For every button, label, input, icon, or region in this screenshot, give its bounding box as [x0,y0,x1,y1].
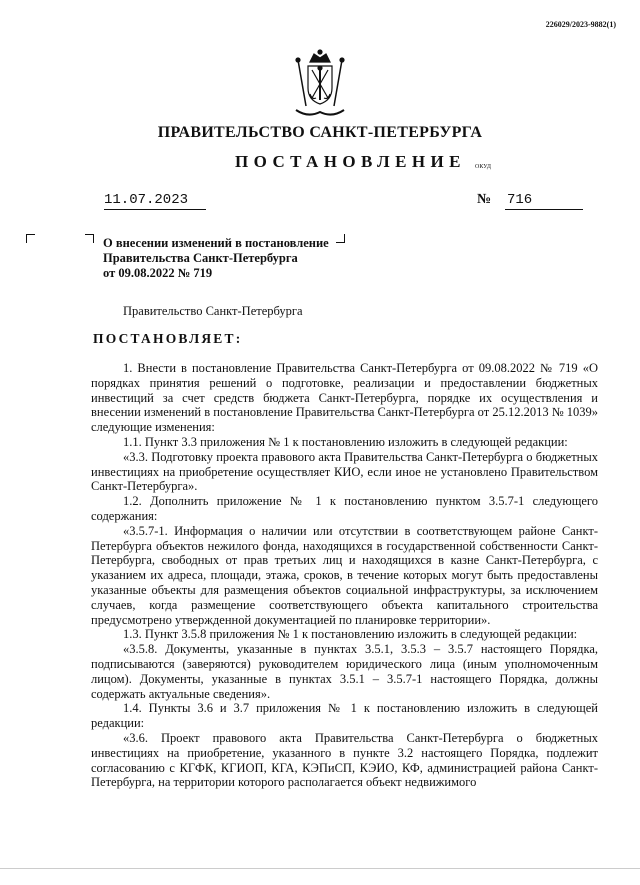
bracket-corner-left [26,234,35,243]
paragraph-1-2: 1.2. Дополнить приложение № 1 к постановлению пунктом 3.5.7-1 следующего содержания: [91,494,598,523]
subject-line-2: Правительства Санкт-Петербурга [103,251,298,265]
coat-of-arms-emblem [288,48,352,122]
page-bottom-divider [0,868,640,869]
paragraph-3-5-7-1-quote: «3.5.7-1. Информация о наличии или отсутствии в соответствующем районе Санкт-Петербурга объектов нежилого фонда, находящихся в государственной собственности Санкт-Петербурга, свободных от прав третьих лиц и находящихся в казне Санкт-Петербурга, с указанием их адреса, площади, этажа, сроков, в течение которых могут быть предоставлены указанные объекты для размещения объектов социальной инфраструктуры, за исключением случаев, когда размещение соответствующего объекта капитального строительства предусмотрено утвержденной документацией по планировке территории». [91,523,598,627]
okud-label: ОКУД [475,164,491,170]
number-sign: № [477,192,492,207]
paragraph-1-3: 1.3. Пункт 3.5.8 приложения № 1 к постановлению изложить в следующей редакции: [123,627,578,642]
paragraph-1: 1. Внести в постановление Правительства Санкт-Петербурга от 09.08.2022 № 719 «О порядках принятия решений о подготовке, реализации и предоставлении бюджетных инвестиций за счет средств бюджета Санкт-Петербурга, порядке их осуществления и внесении изменений в постановление Правительства Санкт-Петербурга от 25.12.2013 № 1039» следующие изменения: [91,361,599,435]
document-number: 716 [505,192,583,210]
paragraph-1-4: 1.4. Пункты 3.6 и 3.7 приложения № 1 к постановлению изложить в следующей редакции: [91,701,598,731]
document-registration-number: 226029/2023-9882(1) [545,20,616,29]
document-subject [103,236,343,281]
paragraph-3-5-8-quote: «3.5.8. Документы, указанные в пунктах 3.5.1, 3.5.3 – 3.5.7 настоящего Порядка, подписываются (заверяются) руководителем юридического лица (иным уполномоченным лицом). Документы, указанные в пунктах 3.5.1 – 3.5.7-1 настоящего Порядка, должны содержать актуальные сведения». [91,642,598,701]
resolves-heading: ПОСТАНОВЛЯЕТ: [93,331,243,346]
subject-line-1: О внесении изменений в постановление [103,236,329,250]
paragraph-3-3-quote: «3.3. Подготовку проекта правового акта Правительства Санкт-Петербурга о бюджетных инвестициях на приобретение осуществляет КИО, если иное не установлено Правительством Санкт-Петербурга». [91,449,598,494]
issuer-name: Правительство Санкт-Петербурга [123,304,303,318]
government-title: ПРАВИТЕЛЬСТВО САНКТ-ПЕТЕРБУРГА [157,124,483,141]
coat-of-arms-icon [288,48,352,122]
document-date: 11.07.2023 [104,192,206,210]
paragraph-3-6-quote: «3.6. Проект правового акта Правительства Санкт-Петербурга о бюджетных инвестициях на приобретение, указанного в пункте 3.2 настоящего Порядка, подлежит согласованию с КГФК, КГИОП, КГА, КЭПиСП, КЭИО, КФ, администрацией района Санкт-Петербурга, на территории которого располагается объект недвижимого [91,730,598,790]
bracket-corner-inner [85,234,94,243]
document-type-title: ПОСТАНОВЛЕНИЕ [235,152,466,171]
paragraph-1-1: 1.1. Пункт 3.3 приложения № 1 к постановлению изложить в следующей редакции: [123,434,568,449]
document-body [91,361,598,790]
subject-line-3: от 09.08.2022 № 719 [103,266,213,280]
